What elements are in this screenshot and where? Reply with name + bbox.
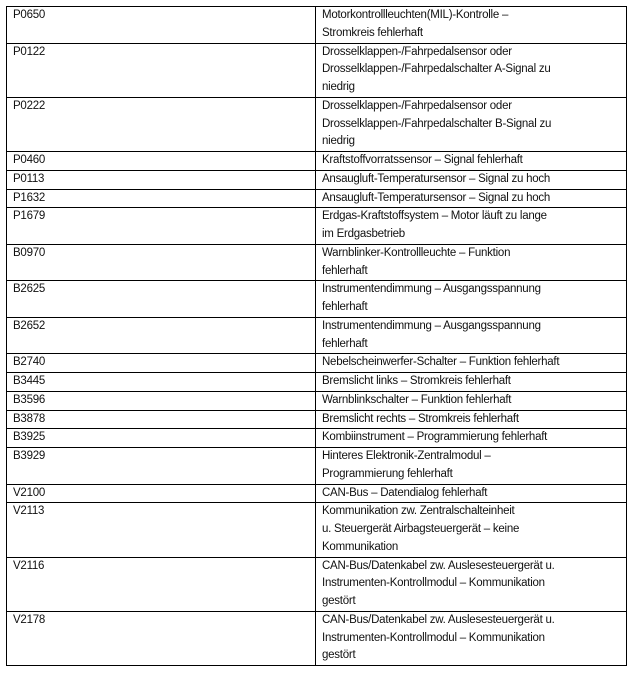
description-line: Erdgas-Kraftstoffsystem – Motor läuft zu lange — [322, 210, 547, 223]
description-line: Drosselklappen-/Fahrpedalschalter B-Signal zu — [322, 117, 552, 130]
table-row — [7, 557, 627, 611]
fault-code-cell: B3929 — [7, 448, 316, 485]
fault-description-cell — [316, 354, 627, 373]
description-line: Instrumentendimmung – Ausgangsspannung — [322, 319, 541, 332]
table-row — [7, 281, 627, 318]
fault-code-cell: P0650 — [7, 7, 316, 44]
description-line: Programmierung fehlerhaft — [322, 467, 453, 480]
fault-code-cell: B3878 — [7, 410, 316, 429]
description-line: fehlerhaft — [322, 301, 368, 313]
fault-description-cell — [316, 484, 627, 503]
fault-code-cell: P0222 — [7, 97, 316, 151]
description-line: Stromkreis fehlerhaft — [322, 26, 423, 39]
fault-code-cell: P0122 — [7, 43, 316, 97]
description-line: Kommunikation — [322, 540, 399, 553]
description-line: niedrig — [322, 81, 355, 93]
table-row — [7, 7, 627, 44]
fault-code-cell: B0970 — [7, 244, 316, 281]
fault-description-cell — [316, 43, 627, 97]
description-line: Hinteres Elektronik-Zentralmodul – — [322, 450, 491, 462]
table-row — [7, 410, 627, 429]
description-line: niedrig — [322, 135, 355, 148]
fault-code-cell: V2100 — [7, 484, 316, 503]
description-line: Warnblinker-Kontrollleuchte – Funktion — [322, 246, 511, 259]
description-line: Kombiinstrument – Programmierung fehlerhaft — [322, 431, 548, 444]
fault-description-cell — [316, 448, 627, 485]
description-line: u. Steuergerät Airbagsteuergerät – keine — [322, 523, 520, 535]
fault-code-cell: B2625 — [7, 281, 316, 318]
fault-code-cell: B2740 — [7, 354, 316, 373]
description-line: Instrumentendimmung – Ausgangsspannung — [322, 283, 541, 296]
description-line: Bremslicht links – Stromkreis fehlerhaft — [322, 375, 511, 387]
table-row — [7, 354, 627, 373]
fault-code-cell: P0113 — [7, 170, 316, 189]
table-row — [7, 448, 627, 485]
description-line: Nebelscheinwerfer-Schalter – Funktion fehlerhaft — [322, 356, 560, 369]
table-row — [7, 484, 627, 503]
description-line: Instrumenten-Kontrollmodul – Kommunikation — [322, 631, 545, 644]
description-line: gestört — [322, 595, 356, 607]
fault-description-cell — [316, 429, 627, 448]
description-line: gestört — [322, 649, 356, 662]
fault-description-cell — [316, 317, 627, 354]
table-row — [7, 503, 627, 557]
table-row — [7, 391, 627, 410]
table-row — [7, 244, 627, 281]
fault-code-table — [6, 6, 627, 666]
fault-description-cell — [316, 557, 627, 611]
fault-description-cell — [316, 97, 627, 151]
table-row — [7, 373, 627, 392]
table-row — [7, 429, 627, 448]
description-line: Ansaugluft-Temperatursensor – Signal zu hoch — [322, 191, 551, 204]
fault-description-cell — [316, 503, 627, 557]
description-line: Motorkontrollleuchten(MIL)-Kontrolle – — [322, 9, 509, 21]
fault-code-cell: V2116 — [7, 557, 316, 611]
fault-description-cell — [316, 189, 627, 208]
fault-code-table-body — [7, 7, 627, 666]
fault-description-cell — [316, 373, 627, 392]
table-row — [7, 43, 627, 97]
fault-code-cell: B2652 — [7, 317, 316, 354]
fault-code-cell: B3925 — [7, 429, 316, 448]
table-row — [7, 97, 627, 151]
fault-description-cell — [316, 244, 627, 281]
fault-code-cell: V2113 — [7, 503, 316, 557]
fault-description-cell — [316, 7, 627, 44]
fault-description-cell — [316, 611, 627, 665]
fault-code-cell: P0460 — [7, 152, 316, 171]
description-line: Drosselklappen-/Fahrpedalsensor oder — [322, 45, 512, 58]
fault-description-cell — [316, 152, 627, 171]
fault-code-cell: P1679 — [7, 208, 316, 245]
table-row — [7, 189, 627, 208]
table-row — [7, 208, 627, 245]
table-row — [7, 611, 627, 665]
description-line: Warnblinkschalter – Funktion fehlerhaft — [322, 393, 512, 406]
description-line: Drosselklappen-/Fahrpedalsensor oder — [322, 99, 512, 112]
description-line: CAN-Bus/Datenkabel zw. Auslesesteuergerät u. — [322, 559, 555, 572]
description-line: fehlerhaft — [322, 264, 368, 277]
description-line: Instrumenten-Kontrollmodul – Kommunikation — [322, 577, 545, 590]
fault-code-cell: B3445 — [7, 373, 316, 392]
fault-description-cell — [316, 410, 627, 429]
fault-code-cell: V2178 — [7, 611, 316, 665]
fault-description-cell — [316, 391, 627, 410]
description-line: CAN-Bus/Datenkabel zw. Auslesesteuergerät u. — [322, 613, 555, 626]
table-row — [7, 152, 627, 171]
description-line: Ansaugluft-Temperatursensor – Signal zu hoch — [322, 172, 551, 185]
description-line: im Erdgasbetrieb — [322, 228, 405, 240]
description-line: CAN-Bus – Datendialog fehlerhaft — [322, 486, 488, 499]
table-row — [7, 170, 627, 189]
description-line: Kraftstoffvorratssensor – Signal fehlerhaft — [322, 154, 523, 166]
table-row — [7, 317, 627, 354]
description-line: Drosselklappen-/Fahrpedalschalter A-Signal zu — [322, 63, 551, 76]
fault-description-cell — [316, 170, 627, 189]
fault-code-cell: P1632 — [7, 189, 316, 208]
fault-code-cell: B3596 — [7, 391, 316, 410]
description-line: Bremslicht rechts – Stromkreis fehlerhaft — [322, 412, 519, 425]
description-line: fehlerhaft — [322, 337, 368, 350]
fault-description-cell — [316, 281, 627, 318]
fault-description-cell — [316, 208, 627, 245]
description-line: Kommunikation zw. Zentralschalteinheit — [322, 505, 515, 518]
